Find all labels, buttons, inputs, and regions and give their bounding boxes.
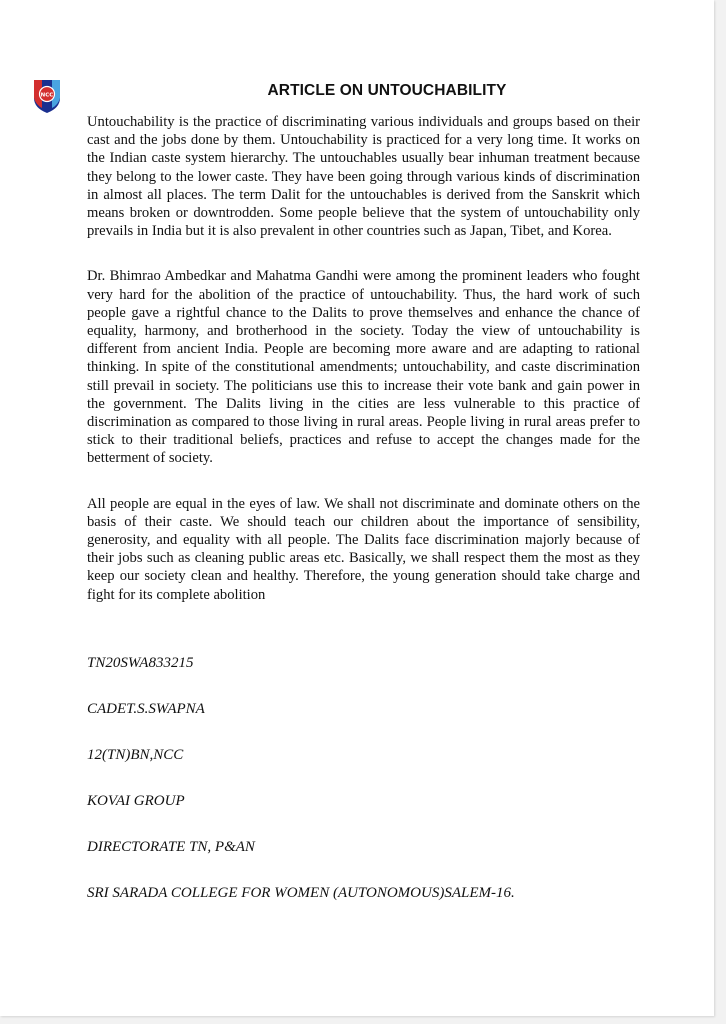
cadet-id: TN20SWA833215 bbox=[87, 655, 194, 671]
paragraph-1: Untouchability is the practice of discriminating various individuals and groups based on their cast and the jobs done by them. Untouchability is practiced for a very long time. It works on the Indian caste system hierarchy. The untouchables usually bear inhuman treatment because they belong to the lower caste. They have been going through various kinds of discrimination in almost all places. The term Dalit for the untouchables is derived from the Sanskrit which means broken or downtrodden. Some people believe that the system of untouchability only prevails in India but it is also prevalent in other countries such as Japan, Tibet, and Korea. bbox=[87, 114, 640, 240]
svg-text:NCC: NCC bbox=[40, 92, 54, 99]
group-name: KOVAI GROUP bbox=[87, 793, 185, 809]
directorate: DIRECTORATE TN, P&AN bbox=[87, 839, 255, 855]
paragraph-3: All people are equal in the eyes of law. We shall not discriminate and dominate others on the basis of their caste. We should teach our children about the importance of sensibility, generosity, and equality with all people. The Dalits face discrimination majorly because of their jobs such as cleaning public areas etc. Basically, we shall respect them the most as they keep our society clean and healthy. Therefore, the young generation should take charge and fight for its complete abolition bbox=[87, 495, 640, 603]
paragraph-2: Dr. Bhimrao Ambedkar and Mahatma Gandhi were among the prominent leaders who fought very hard for the abolition of the practice of untouchability. Thus, the hard work of such people gave a rightful chance to the Dalits to prove themselves and enhance the chance of equality, harmony, and brotherhood in the society. Today the view of untouchability is different from ancient India. People are becoming more aware and are adapting to rational thinking. In spite of the constitutional amendments; untouchability, and caste discrimination still prevail in society. The politicians use this to increase their vote bank and gain power in the government. The Dalits living in the cities are less vulnerable to this practice of discrimination as compared to those living in rural areas. People living in rural areas prefer to stick to their traditional beliefs, practices and refuse to accept the changes made for the betterment of society. bbox=[87, 268, 640, 467]
cadet-name: CADET.S.SWAPNA bbox=[87, 701, 205, 717]
article-body bbox=[87, 113, 640, 631]
college-name: SRI SARADA COLLEGE FOR WOMEN (AUTONOMOUS)SALEM-16. bbox=[87, 885, 515, 901]
battalion: 12(TN)BN,NCC bbox=[87, 747, 184, 763]
document-title: ARTICLE ON UNTOUCHABILITY bbox=[267, 82, 507, 99]
